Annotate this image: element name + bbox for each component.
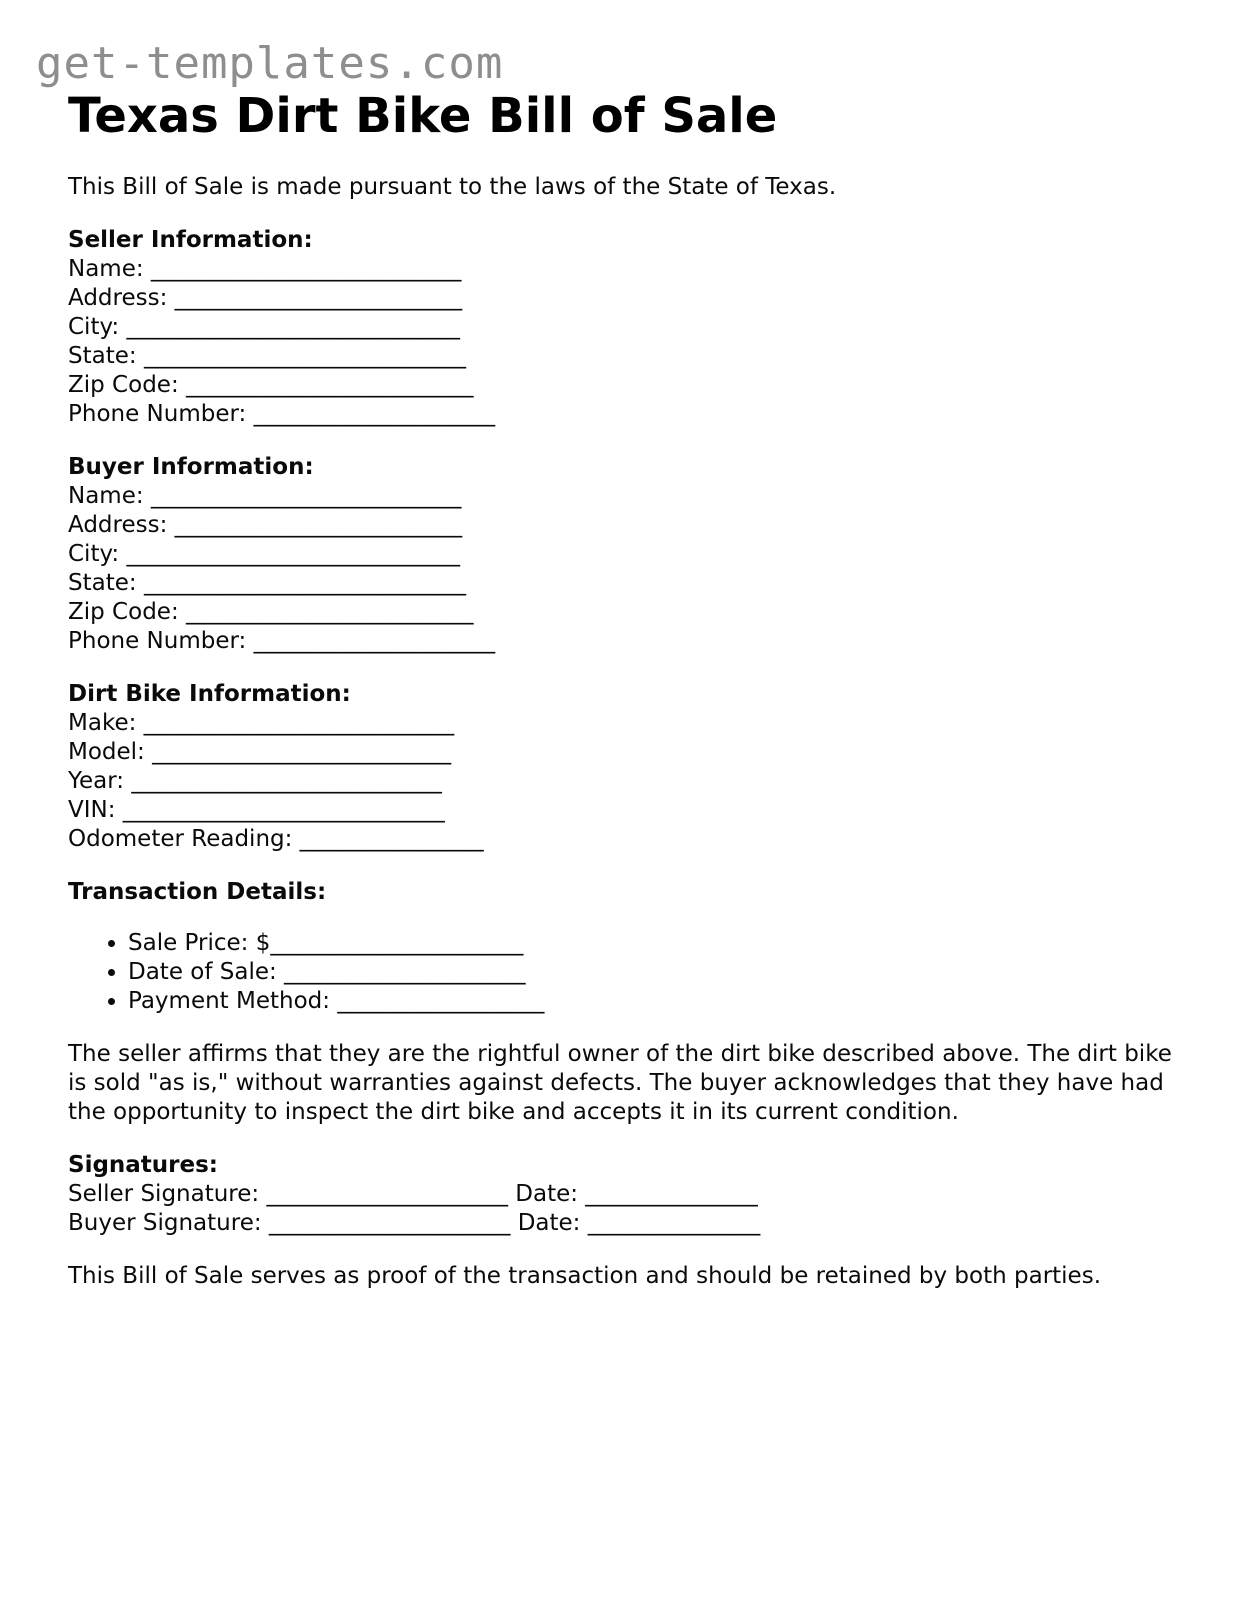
buyer-signature-line: Buyer Signature: _____________________ Date: _______________ [68,1210,761,1236]
seller-phone-field: Phone Number: _____________________ [68,401,496,427]
buyer-city-field: City: _____________________________ [68,541,460,567]
bike-make-field: Make: ___________________________ [68,710,455,736]
signatures-heading: Signatures: [68,1152,219,1178]
document-title: Texas Dirt Bike Bill of Sale [68,88,778,144]
seller-zip-field: Zip Code: _________________________ [68,372,474,398]
bike-model-field: Model: __________________________ [68,739,452,765]
seller-state-field: State: ____________________________ [68,343,466,369]
document [68,86,1188,1291]
transaction-section [68,878,1188,1016]
bike-year-field: Year: ___________________________ [68,768,442,794]
buyer-heading: Buyer Information: [68,454,314,480]
seller-name-field: Name: ___________________________ [68,256,462,282]
transaction-heading: Transaction Details: [68,879,327,905]
transaction-list [68,929,1188,1016]
watermark: get-templates.com [36,38,504,89]
intro-paragraph: This Bill of Sale is made pursuant to the laws of the State of Texas. [68,174,837,200]
closing-paragraph: This Bill of Sale serves as proof of the transaction and should be retained by both parties. [68,1263,1102,1289]
buyer-section [68,453,1188,656]
sale-price-item: • Sale Price: $______________________ [128,929,1188,958]
buyer-name-field: Name: ___________________________ [68,483,462,509]
seller-signature-line: Seller Signature: _____________________ Date: _______________ [68,1181,758,1207]
buyer-zip-field: Zip Code: _________________________ [68,599,474,625]
bike-heading: Dirt Bike Information: [68,681,351,707]
payment-method-item: • Payment Method: __________________ [128,987,1188,1016]
seller-address-field: Address: _________________________ [68,285,463,311]
seller-section [68,226,1188,429]
seller-city-field: City: _____________________________ [68,314,460,340]
buyer-state-field: State: ____________________________ [68,570,466,596]
signatures-section [68,1151,1188,1238]
buyer-address-field: Address: _________________________ [68,512,463,538]
date-of-sale-item: • Date of Sale: _____________________ [128,958,1188,987]
seller-heading: Seller Information: [68,227,313,253]
bike-section [68,680,1188,854]
bike-vin-field: VIN: ____________________________ [68,797,445,823]
affirmation-paragraph: The seller affirms that they are the rightful owner of the dirt bike described above. The dirt bike is sold "as is," without warranties against defects. The buyer acknowledges that they have had the opportunity to inspect the dirt bike and accepts it in its current condition. [68,1041,1172,1125]
bike-odometer-field: Odometer Reading: ________________ [68,826,484,852]
buyer-phone-field: Phone Number: _____________________ [68,628,496,654]
